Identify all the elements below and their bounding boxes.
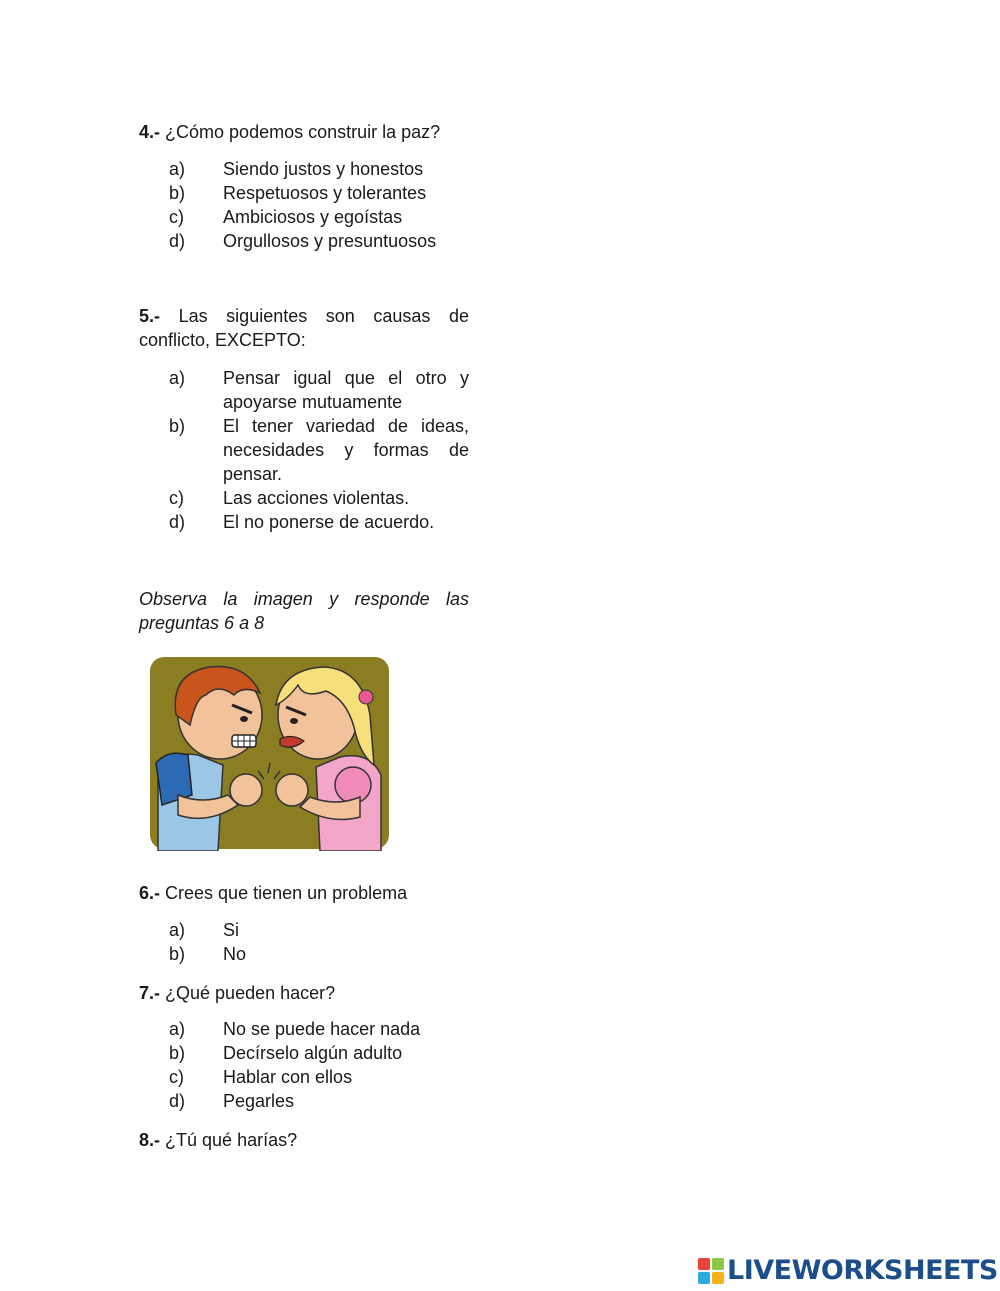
option-d[interactable]: d) Orgullosos y presuntuosos	[169, 231, 437, 251]
option-a[interactable]: a) No se puede hacer nada	[169, 1019, 421, 1039]
option-a[interactable]: a) Siendo justos y honestos	[169, 159, 424, 179]
question-text: Las siguientes son causas de conflicto, EXCEPTO:	[139, 306, 469, 350]
option-b[interactable]: b) Decírselo algún adulto	[169, 1043, 403, 1063]
question-5	[139, 304, 469, 352]
option-b[interactable]: b) El tener variedad de ideas, necesidades y formas de pensar.	[169, 416, 469, 484]
question-5-options	[139, 366, 469, 534]
question-text: Crees que tienen un problema	[165, 883, 408, 903]
option-a[interactable]: a) Pensar igual que el otro y apoyarse mutuamente	[169, 368, 469, 412]
option-d[interactable]: d) El no ponerse de acuerdo.	[169, 512, 435, 532]
question-8	[139, 1128, 469, 1152]
liveworksheets-logo-icon	[698, 1258, 724, 1284]
question-6-options	[139, 918, 469, 966]
question-7-options	[139, 1017, 469, 1113]
question-7	[139, 981, 469, 1005]
question-number: 4.-	[139, 122, 161, 142]
option-b[interactable]: b) Respetuosos y tolerantes	[169, 183, 427, 203]
question-text: ¿Tú qué harías?	[165, 1130, 298, 1150]
question-6	[139, 881, 469, 905]
option-d[interactable]: d) Pegarles	[169, 1091, 295, 1111]
option-c[interactable]: c) Hablar con ellos	[169, 1067, 353, 1087]
instruction: Observa la imagen y responde las preguntas 6 a 8	[139, 589, 469, 633]
question-number: 7.-	[139, 983, 161, 1003]
question-text: ¿Qué pueden hacer?	[165, 983, 336, 1003]
question-number: 6.-	[139, 883, 161, 903]
option-c[interactable]: c) Ambiciosos y egoístas	[169, 207, 403, 227]
angry-children-illustration	[148, 655, 391, 851]
option-c[interactable]: c) Las acciones violentas.	[169, 488, 410, 508]
option-a[interactable]: a) Si	[169, 920, 240, 940]
brand-name: LIVEWORKSHEETS	[727, 1255, 998, 1286]
option-b[interactable]: b) No	[169, 944, 247, 964]
question-number: 8.-	[139, 1130, 161, 1150]
liveworksheets-logo[interactable]	[698, 1254, 998, 1288]
question-number: 5.-	[139, 306, 161, 326]
question-4	[139, 120, 469, 144]
question-4-options	[139, 157, 469, 253]
question-text: ¿Cómo podemos construir la paz?	[165, 122, 441, 142]
